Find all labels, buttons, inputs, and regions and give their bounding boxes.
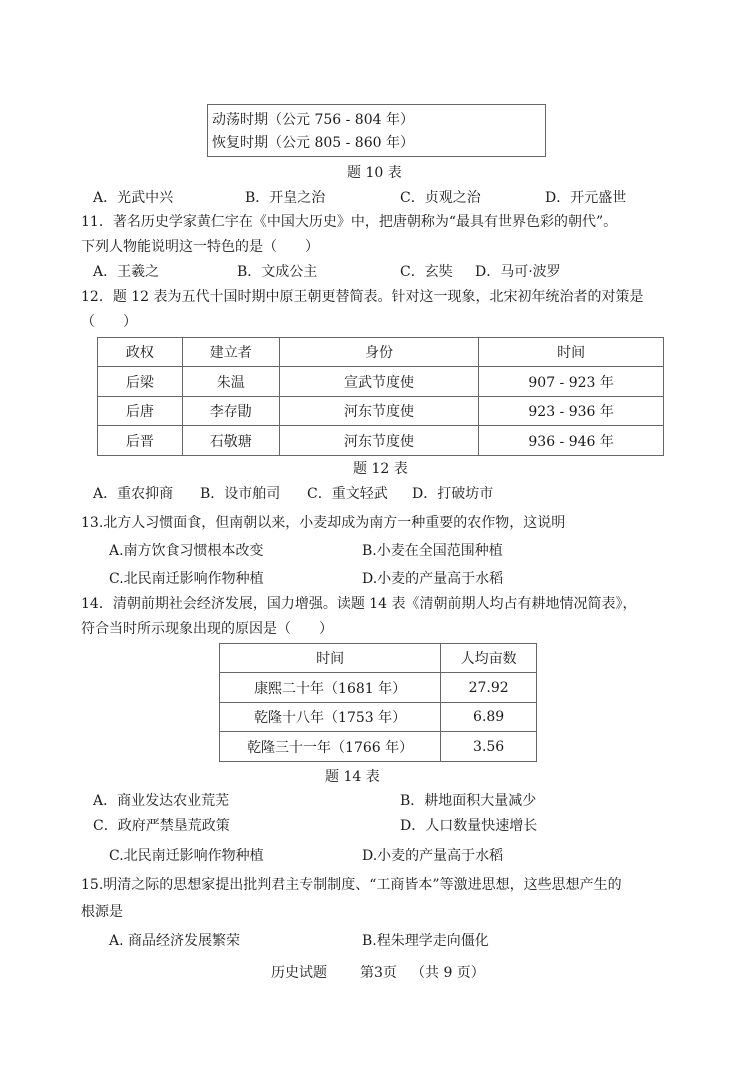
table-12-header: 政权 — [98, 338, 183, 367]
table-cell: 27.92 — [441, 673, 537, 703]
q13-option-c: C.北民南迁影响作物种植 — [109, 571, 264, 587]
q13-option-d: D.小麦的产量高于水稻 — [362, 571, 504, 587]
table-cell: 朱温 — [182, 367, 279, 397]
q12-stem-cont: （ ） — [81, 314, 137, 330]
table-row — [220, 673, 537, 703]
table-cell: 907 - 923 年 — [479, 367, 664, 397]
q14-extra-option-c: C.北民南迁影响作物种植 — [109, 848, 264, 864]
q13-option-b: B.小麦在全国范围种植 — [362, 543, 503, 559]
q12-option-a: A．重农抑商 — [93, 486, 174, 502]
table-cell: 李存勖 — [182, 397, 279, 426]
q14-option-a: A．商业发达农业荒芜 — [93, 793, 230, 809]
table-row — [220, 732, 537, 762]
q10-option-d: D．开元盛世 — [545, 190, 627, 206]
q14-option-d: D．人口数量快速增长 — [400, 818, 538, 834]
table-12 — [97, 337, 664, 456]
table-cell: 6.89 — [441, 703, 537, 732]
table-cell: 936 - 946 年 — [479, 426, 664, 456]
footer-total: （共 9 页） — [411, 965, 485, 981]
q12-stem: 12．题 12 表为五代十国时期中原王朝更替简表。针对这一现象，北宋初年统治者的对策是 — [81, 289, 644, 305]
table-cell: 后梁 — [98, 367, 183, 397]
table-14-header-row — [220, 644, 537, 673]
table-cell: 河东节度使 — [279, 397, 479, 426]
q15-stem: 15.明清之际的思想家提出批判君主专制制度、“工商皆本”等激进思想，这些思想产生的 — [81, 877, 622, 893]
q11-stem: 11．著名历史学家黄仁宇在《中国大历史》中，把唐朝称为“最具有世界色彩的朝代”。 — [81, 214, 618, 230]
q14-stem-cont: 符合当时所示现象出现的原因是（ ） — [81, 621, 333, 637]
table-row — [98, 397, 664, 426]
table-12-caption: 题 12 表 — [353, 461, 408, 477]
table-cell: 后晋 — [98, 426, 183, 456]
q13-stem: 13.北方人习惯面食，但南朝以来，小麦却成为南方一种重要的农作物，这说明 — [81, 515, 566, 531]
table-cell: 3.56 — [441, 732, 537, 762]
table-10-row: 恢复时期（公元 805 - 860 年） — [212, 135, 414, 151]
q12-option-b: B．设市舶司 — [200, 486, 281, 502]
table-12-header: 时间 — [479, 338, 664, 367]
table-cell: 后唐 — [98, 397, 183, 426]
q15-stem-cont: 根源是 — [81, 904, 123, 920]
table-cell: 923 - 936 年 — [479, 397, 664, 426]
q10-option-b: B．开皇之治 — [245, 190, 326, 206]
table-14-caption: 题 14 表 — [325, 769, 380, 785]
footer-page: 第3页 — [360, 965, 397, 981]
table-cell: 石敬瑭 — [182, 426, 279, 456]
q10-option-a: A．光武中兴 — [93, 190, 174, 206]
q14-extra-option-d: D.小麦的产量高于水稻 — [362, 848, 504, 864]
q15-option-a: A. 商品经济发展繁荣 — [109, 933, 241, 949]
q12-option-d: D．打破坊市 — [412, 486, 494, 502]
q14-option-c: C．政府严禁垦荒政策 — [93, 818, 230, 834]
footer-subject: 历史试题 — [271, 965, 327, 981]
table-cell: 河东节度使 — [279, 426, 479, 456]
table-14 — [219, 643, 537, 762]
q14-stem: 14．清朝前期社会经济发展，国力增强。读题 14 表《清朝前期人均占有耕地情况简表》， — [81, 596, 637, 612]
q15-option-b: B.程朱理学走向僵化 — [362, 933, 489, 949]
table-cell: 乾隆三十一年（1766 年） — [220, 732, 441, 762]
table-14-header: 人均亩数 — [441, 644, 537, 673]
q12-option-c: C．重文轻武 — [307, 486, 388, 502]
table-cell: 康熙二十年（1681 年） — [220, 673, 441, 703]
table-cell: 乾隆十八年（1753 年） — [220, 703, 441, 732]
table-12-header-row — [98, 338, 664, 367]
table-10-row: 动荡时期（公元 756 - 804 年） — [212, 112, 414, 128]
q13-option-a: A.南方饮食习惯根本改变 — [109, 543, 264, 559]
table-row — [98, 426, 664, 456]
q11-stem-cont: 下列人物能说明这一特色的是（ ） — [81, 239, 319, 255]
q14-option-b: B．耕地面积大量减少 — [400, 793, 537, 809]
table-10-caption: 题 10 表 — [347, 165, 402, 181]
table-12-header: 建立者 — [182, 338, 279, 367]
table-row — [98, 367, 664, 397]
q11-option-d: D．马可·波罗 — [475, 264, 561, 280]
table-row — [220, 703, 537, 732]
table-14-header: 时间 — [220, 644, 441, 673]
table-cell: 宣武节度使 — [279, 367, 479, 397]
q11-option-c: C．玄奘 — [400, 264, 453, 280]
q10-option-c: C．贞观之治 — [400, 190, 481, 206]
q11-option-a: A．王羲之 — [93, 264, 160, 280]
table-12-header: 身份 — [279, 338, 479, 367]
table-10 — [207, 104, 546, 157]
q11-option-b: B．文成公主 — [237, 264, 318, 280]
